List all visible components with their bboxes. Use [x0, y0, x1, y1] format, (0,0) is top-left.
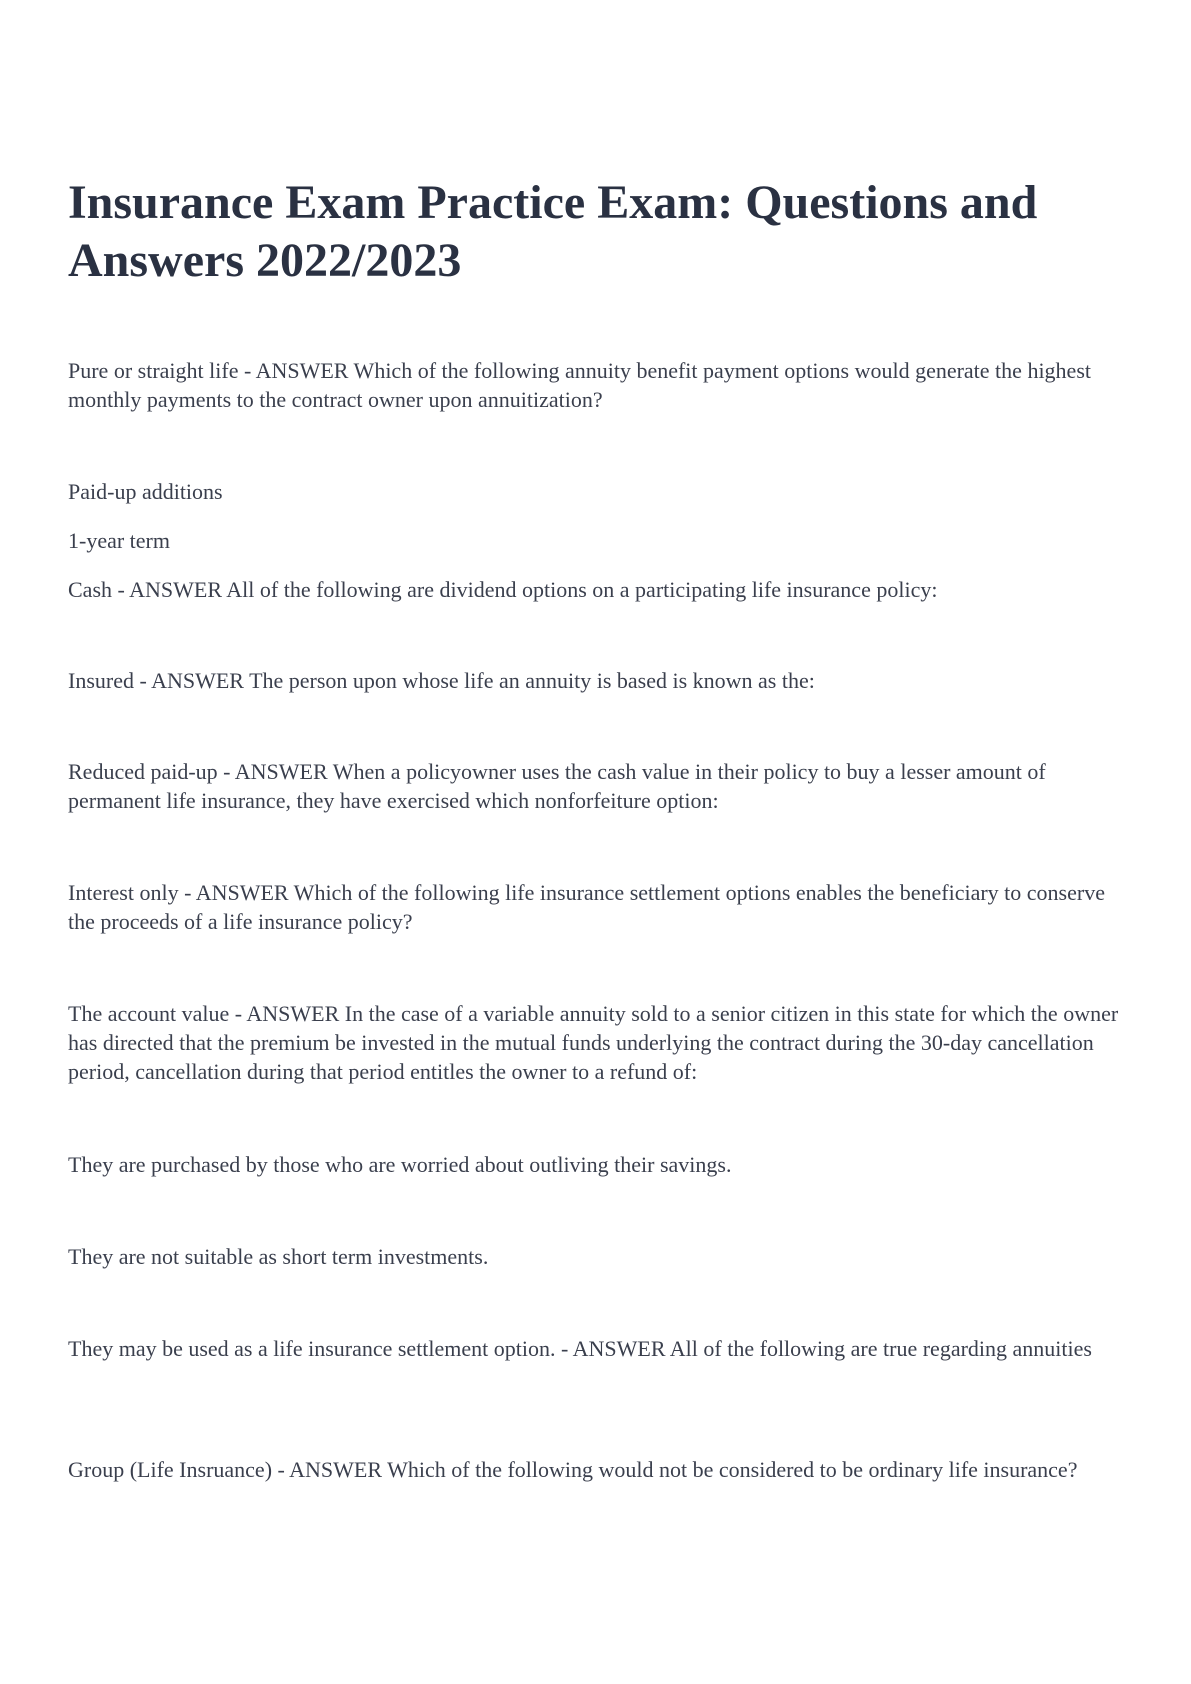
page-title: Insurance Exam Practice Exam: Questions and Answers 2022/2023	[68, 176, 1038, 287]
qa-item-pure-life: Pure or straight life - ANSWER Which of the following annuity benefit payment options would generate the highest monthly payments to the contract owner upon annuitization?	[68, 358, 1091, 412]
list-item-short-term: They are not suitable as short term investments.	[68, 1244, 489, 1269]
qa-item-cash: Cash - ANSWER All of the following are dividend options on a participating life insurance policy:	[68, 577, 938, 602]
qa-item-reduced-paid-up: Reduced paid-up - ANSWER When a policyowner uses the cash value in their policy to buy a lesser amount of permanent life insurance, they have exercised which nonforfeiture option:	[68, 759, 1046, 813]
list-item-paid-up-additions: Paid-up additions	[68, 479, 223, 504]
qa-item-settlement-option: They may be used as a life insurance settlement option. - ANSWER All of the following are true regarding annuities	[68, 1336, 1092, 1361]
list-item-one-year-term: 1-year term	[68, 528, 170, 553]
qa-item-group-life: Group (Life Insruance) - ANSWER Which of the following would not be considered to be ordinary life insurance?	[68, 1457, 1078, 1482]
qa-item-insured: Insured - ANSWER The person upon whose life an annuity is based is known as the:	[68, 668, 815, 693]
qa-item-interest-only: Interest only - ANSWER Which of the following life insurance settlement options enables the beneficiary to conserve the proceeds of a life insurance policy?	[68, 880, 1105, 934]
list-item-outliving-savings: They are purchased by those who are worried about outliving their savings.	[68, 1152, 732, 1177]
qa-item-account-value: The account value - ANSWER In the case of a variable annuity sold to a senior citizen in this state for which the owner has directed that the premium be invested in the mutual funds underlying the contract during the 30-day cancellation period, cancellation during that period entitles the owner to a refund of:	[68, 1001, 1119, 1084]
